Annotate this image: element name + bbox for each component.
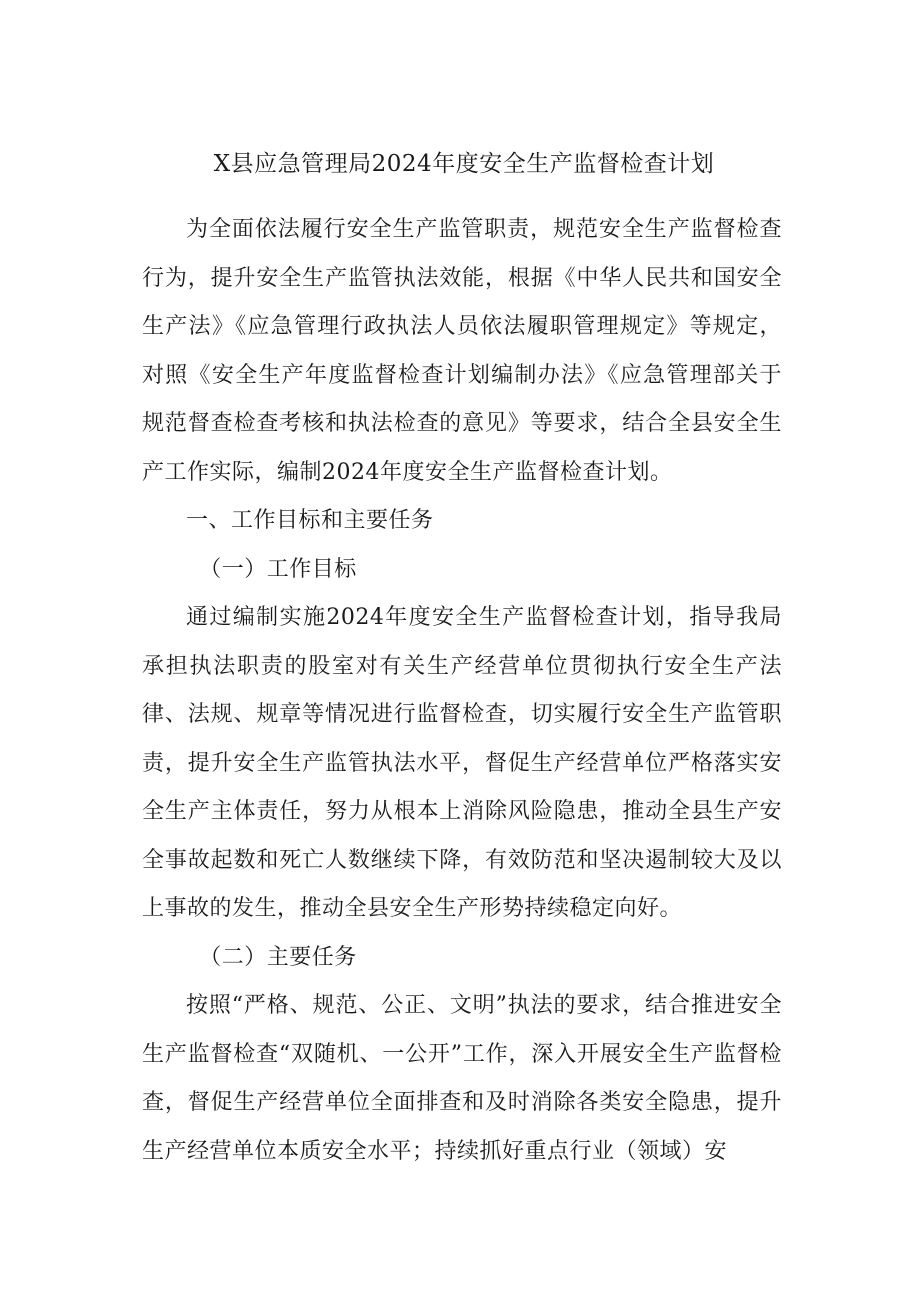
- goals-paragraph: 通过编制实施2024年度安全生产监督检查计划，指导我局承担执法职责的股室对有关生产经营单位贯彻执行安全生产法律、法规、规章等情况进行监督检查，切实履行安全生产监管职责，提升安全生产监管执法水平，督促生产经营单位严格落实安全生产主体责任，努力从根本上消除风险隐患，推动全县生产安全事故起数和死亡人数继续下降，有效防范和坚决遏制较大及以上事故的发生，推动全县安全生产形势持续稳定向好。: [142, 605, 782, 921]
- subsection-heading-goals: （一）工作目标: [199, 556, 357, 582]
- document-body: [142, 206, 782, 1176]
- subsection-heading-tasks: （二）主要任务: [199, 944, 357, 970]
- document-title: X县应急管理局2024年度安全生产监督检查计划: [213, 151, 715, 177]
- tasks-paragraph: 按照“严格、规范、公正、文明”执法的要求，结合推进安全生产监督检查“双随机、一公开”工作，深入开展安全生产监督检查，督促生产经营单位全面排查和及时消除各类安全隐患，提升生产经营单位本质安全水平；持续抓好重点行业（领域）安: [142, 993, 782, 1164]
- intro-paragraph: 为全面依法履行安全生产监管职责，规范安全生产监督检查行为，提升安全生产监管执法效能，根据《中华人民共和国安全生产法》《应急管理行政执法人员依法履职管理规定》等规定，对照《安全生产年度监督检查计划编制办法》《应急管理部关于规范督查检查考核和执法检查的意见》等要求，结合全县安全生产工作实际，编制2024年度安全生产监督检查计划。: [142, 217, 782, 485]
- section-heading-goals-tasks: 一、工作目标和主要任务: [186, 508, 434, 533]
